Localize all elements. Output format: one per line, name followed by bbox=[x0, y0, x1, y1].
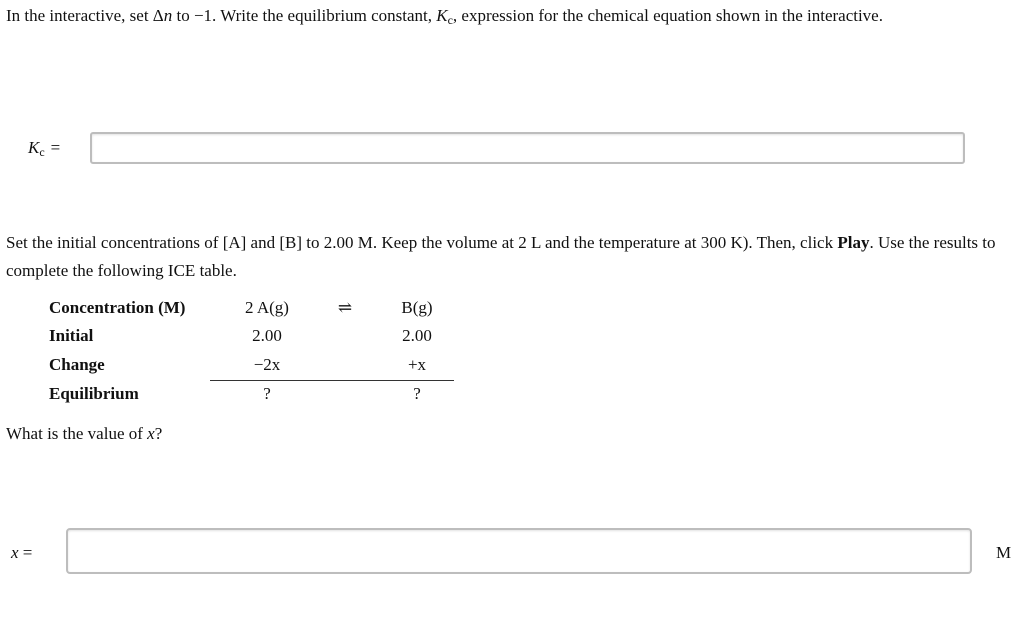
ice-initial-reactant: 2.00 bbox=[252, 326, 282, 345]
ice-equilibrium-product: ? bbox=[413, 384, 421, 403]
ice-header-label: Concentration (M) bbox=[49, 298, 186, 317]
kc-expression-input[interactable] bbox=[90, 132, 965, 164]
ice-table bbox=[44, 294, 464, 414]
ice-change-product: +x bbox=[407, 355, 427, 374]
kc-label: $K_c$ = bbox=[28, 138, 61, 159]
ice-equilibrium-reactant: ? bbox=[263, 384, 271, 403]
equilibrium-arrow-icon: ⇌ bbox=[337, 298, 353, 317]
ice-header-product: B(g) bbox=[401, 298, 433, 317]
play-keyword: Play bbox=[837, 233, 870, 252]
ice-row-label-initial: Initial bbox=[49, 326, 94, 345]
question-x-prompt: What is the value of x? bbox=[6, 424, 163, 443]
question-kc-prompt: In the interactive, set Δn to −1. Write the equilibrium constant, $K_c$, expression for the chemical equation shown in the interactive. bbox=[6, 6, 883, 27]
question-ice-prompt: Set the initial concentrations of [A] and [B] to 2.00 M. Keep the volume at 2 L and the temperature at 300 K). Then, click Play. Use the results to complete the following ICE table. bbox=[6, 233, 996, 280]
ice-row-label-equilibrium: Equilibrium bbox=[49, 384, 139, 403]
x-value-input[interactable] bbox=[66, 528, 972, 574]
ice-header-reactant: 2 A(g) bbox=[245, 298, 289, 317]
ice-initial-product: 2.00 bbox=[402, 326, 432, 345]
x-unit-label: M bbox=[996, 543, 1012, 562]
ice-change-reactant: −2x bbox=[253, 355, 281, 374]
ice-row-label-change: Change bbox=[49, 355, 105, 374]
x-label: x = bbox=[11, 543, 33, 562]
